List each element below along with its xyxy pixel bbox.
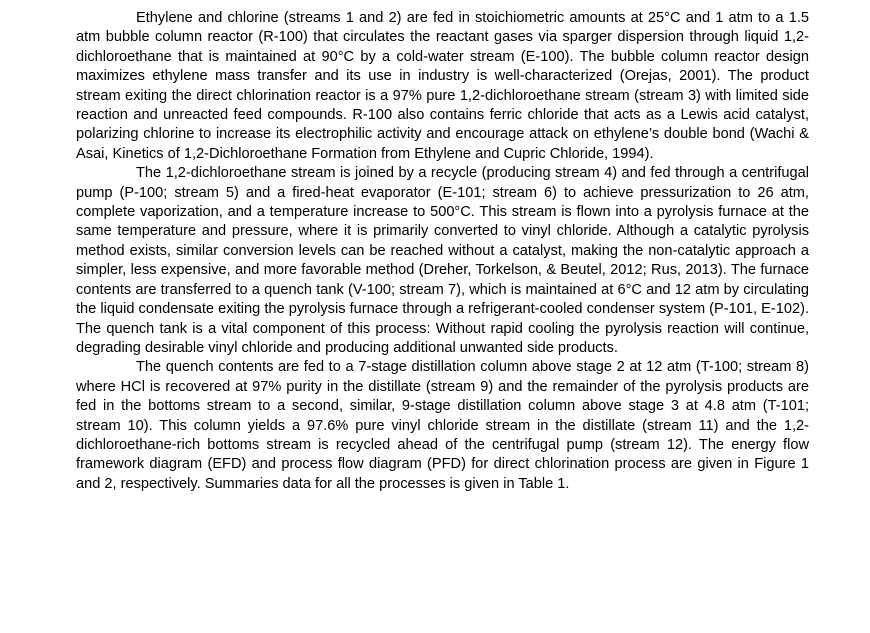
document-body (76, 9, 809, 494)
paragraph-direct-chlorination: Ethylene and chlorine (streams 1 and 2) are fed in stoichiometric amounts at 25°C and 1 atm to a 1.5 atm bubble column reactor (R-100) that circulates the reactant gases via sparger dispersion through liquid 1,2-dichloroethane that is maintained at 90°C by a cold-water stream (E-100). The bubble column reactor design maximizes ethylene mass transfer and its use in industry is well-characterized (Orejas, 2001). The product stream exiting the direct chlorination reactor is a 97% pure 1,2-dichloroethane stream (stream 3) with limited side reaction and unreacted feed compounds. R-100 also contains ferric chloride that acts as a Lewis acid catalyst, polarizing chlorine to increase its electrophilic activity and encourage attack on ethylene’s double bond (Wachi & Asai, Kinetics of 1,2-Dichloroethane Formation from Ethylene and Cupric Chloride, 1994). (76, 10, 809, 162)
paragraph-pyrolysis-quench: The 1,2-dichloroethane stream is joined by a recycle (producing stream 4) and fed through a centrifugal pump (P-100; stream 5) and a fired-heat evaporator (E-101; stream 6) to achieve pressurization to 26 atm, complete vaporization, and a temperature increase to 500°C. This stream is flown into a pyrolysis furnace at the same temperature and pressure, where it is primarily converted to vinyl chloride. Although a catalytic pyrolysis method exists, similar conversion levels can be reached without a catalyst, making the non-catalytic approach a simpler, less expensive, and more favorable method (Dreher, Torkelson, & Beutel, 2012; Rus, 2013). The furnace contents are transferred to a quench tank (V-100; stream 7), which is maintained at 6°C and 12 atm by circulating the liquid condensate exiting the pyrolysis furnace through a refrigerant-cooled condenser system (P-101, E-102). The quench tank is a vital component of this process: Without rapid cooling the pyrolysis reaction will continue, degrading desirable vinyl chloride and producing additional unwanted side products. (76, 165, 809, 356)
paragraph-distillation: The quench contents are fed to a 7-stage distillation column above stage 2 at 12 atm (T-100; stream 8) where HCl is recovered at 97% purity in the distillate (stream 9) and the remainder of the pyrolysis products are fed in the bottoms stream to a second, similar, 9-stage distillation column above stage 3 at 4.8 atm (T-101; stream 10). This column yields a 97.6% pure vinyl chloride stream in the distillate (stream 11) and the 1,2-dichloroethane-rich bottoms stream is recycled ahead of the centrifugal pump (stream 12). The energy flow framework diagram (EFD) and process flow diagram (PFD) for direct chlorination process are given in Figure 1 and 2, respectively. Summaries data for all the processes is given in Table 1. (76, 359, 809, 492)
